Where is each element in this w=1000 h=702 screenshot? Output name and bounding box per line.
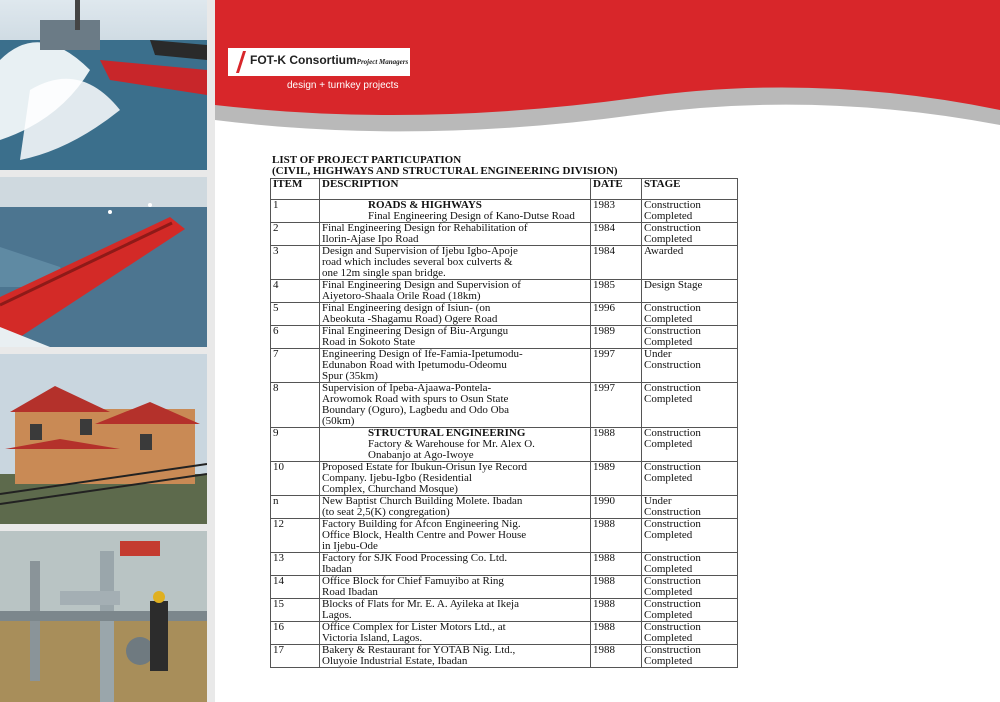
project-stage: Construction Completed bbox=[642, 326, 738, 349]
table-row bbox=[271, 462, 738, 496]
table-row bbox=[271, 349, 738, 383]
project-description bbox=[320, 576, 591, 599]
description-text: Final Engineering Design of Biu-Argungu Road in Sokoto State bbox=[322, 325, 509, 348]
document-title bbox=[272, 155, 618, 177]
project-date: 1997 bbox=[591, 349, 642, 383]
item-number: 15 bbox=[271, 599, 320, 622]
description-text: Proposed Estate for Ibukun-Orisun Iye Record Company. Ijebu-Igbo (Residential Complex, Churchand Mosque) bbox=[322, 461, 527, 495]
project-description bbox=[320, 519, 591, 553]
project-description bbox=[320, 496, 591, 519]
project-stage: Awarded bbox=[642, 246, 738, 280]
project-description bbox=[320, 326, 591, 349]
project-date: 1988 bbox=[591, 622, 642, 645]
title-line-1: LIST OF PROJECT PARTICUPATION bbox=[272, 154, 462, 166]
project-date: 1984 bbox=[591, 246, 642, 280]
description-text: Office Block for Chief Famuyibo at Ring Road Ibadan bbox=[322, 575, 504, 598]
project-date: 1983 bbox=[591, 200, 642, 223]
project-description bbox=[320, 349, 591, 383]
item-number: 3 bbox=[271, 246, 320, 280]
table-row bbox=[271, 645, 738, 668]
project-date: 1997 bbox=[591, 383, 642, 428]
project-stage: Construction Completed bbox=[642, 223, 738, 246]
table-row bbox=[271, 326, 738, 349]
table-row bbox=[271, 519, 738, 553]
logo-subtext: Project Managers bbox=[356, 58, 409, 66]
description-text: Design and Supervision of Ijebu Igbo-Apoje road which includes several box culverts & one 12m single span bridge. bbox=[322, 245, 518, 279]
item-number: n bbox=[271, 496, 320, 519]
project-description bbox=[320, 462, 591, 496]
description-text: Supervision of Ipeba-Ajaawa-Pontela- Arowomok Road with spurs to Osun State Boundary (Oguro), Lagbedu and Odo Oba (50km) bbox=[322, 382, 509, 427]
project-description bbox=[320, 622, 591, 645]
project-stage: Construction Completed bbox=[642, 553, 738, 576]
description-text: Factory for SJK Food Processing Co. Ltd. Ibadan bbox=[322, 552, 508, 575]
project-date: 1988 bbox=[591, 553, 642, 576]
project-date: 1989 bbox=[591, 326, 642, 349]
table-row bbox=[271, 200, 738, 223]
project-stage: Under Construction bbox=[642, 496, 738, 519]
column-header-item: ITEM bbox=[271, 179, 320, 200]
item-number: 9 bbox=[271, 428, 320, 462]
project-stage: Construction Completed bbox=[642, 622, 738, 645]
title-line-2: (CIVIL, HIGHWAYS AND STRUCTURAL ENGINEERING DIVISION) bbox=[272, 165, 618, 177]
project-description bbox=[320, 223, 591, 246]
description-text: Factory Building for Afcon Engineering Nig. Office Block, Health Centre and Power House in Ijebu-Ode bbox=[322, 518, 527, 552]
project-description bbox=[320, 645, 591, 668]
table-row bbox=[271, 246, 738, 280]
photo-ship-in-waves bbox=[0, 0, 207, 170]
project-date: 1988 bbox=[591, 599, 642, 622]
project-stage: Design Stage bbox=[642, 280, 738, 303]
column-header-stage: STAGE bbox=[642, 179, 738, 200]
project-stage: Construction Completed bbox=[642, 428, 738, 462]
project-stage: Construction Completed bbox=[642, 383, 738, 428]
company-logo bbox=[228, 48, 410, 76]
table-row bbox=[271, 428, 738, 462]
project-stage: Construction Completed bbox=[642, 303, 738, 326]
table-row bbox=[271, 496, 738, 519]
table-row bbox=[271, 383, 738, 428]
project-description bbox=[320, 280, 591, 303]
project-date: 1988 bbox=[591, 645, 642, 668]
item-number: 2 bbox=[271, 223, 320, 246]
item-number: 10 bbox=[271, 462, 320, 496]
table-row bbox=[271, 553, 738, 576]
project-date: 1985 bbox=[591, 280, 642, 303]
description-text: Final Engineering Design of Kano-Dutse Road bbox=[368, 210, 575, 222]
project-date: 1989 bbox=[591, 462, 642, 496]
project-stage: Construction Completed bbox=[642, 462, 738, 496]
column-header-date: DATE bbox=[591, 179, 642, 200]
item-number: 12 bbox=[271, 519, 320, 553]
project-date: 1988 bbox=[591, 519, 642, 553]
description-text: Blocks of Flats for Mr. E. A. Ayileka at Ikeja Lagos. bbox=[322, 598, 519, 621]
item-number: 17 bbox=[271, 645, 320, 668]
item-number: 7 bbox=[271, 349, 320, 383]
project-stage: Construction Completed bbox=[642, 576, 738, 599]
logo-slash-icon bbox=[236, 51, 246, 73]
description-text: Factory & Warehouse for Mr. Alex O. Onabanjo at Ago-Iwoye bbox=[368, 438, 535, 461]
project-stage: Construction Completed bbox=[642, 599, 738, 622]
item-number: 8 bbox=[271, 383, 320, 428]
project-stage: Construction Completed bbox=[642, 200, 738, 223]
project-date: 1988 bbox=[591, 576, 642, 599]
table-row bbox=[271, 622, 738, 645]
item-number: 13 bbox=[271, 553, 320, 576]
item-number: 16 bbox=[271, 622, 320, 645]
project-description bbox=[320, 383, 591, 428]
project-date: 1988 bbox=[591, 428, 642, 462]
project-date: 1996 bbox=[591, 303, 642, 326]
item-number: 14 bbox=[271, 576, 320, 599]
description-text: Final Engineering design of Isiun- (on Abeokuta -Shagamu Road) Ogere Road bbox=[322, 302, 498, 325]
table-row bbox=[271, 280, 738, 303]
project-description bbox=[320, 553, 591, 576]
section-heading: STRUCTURAL ENGINEERING bbox=[368, 427, 526, 439]
description-text: Office Complex for Lister Motors Ltd., at Victoria Island, Lagos. bbox=[322, 621, 506, 644]
column-header-description: DESCRIPTION bbox=[320, 179, 591, 200]
logo-text: FOT-K ConsortiumProject Managers bbox=[250, 53, 409, 67]
project-description bbox=[320, 246, 591, 280]
company-tagline: design + turnkey projects bbox=[287, 80, 399, 91]
project-description bbox=[320, 599, 591, 622]
item-number: 6 bbox=[271, 326, 320, 349]
description-text: Final Engineering Design and Supervision of Aiyetoro-Shaala Orile Road (18km) bbox=[322, 279, 521, 302]
description-text: New Baptist Church Building Molete. Ibadan (to seat 2,5(K) congregation) bbox=[322, 495, 523, 518]
section-heading: ROADS & HIGHWAYS bbox=[368, 199, 482, 211]
item-number: 5 bbox=[271, 303, 320, 326]
table-header-row bbox=[271, 179, 738, 200]
project-description bbox=[320, 428, 591, 462]
item-number: 4 bbox=[271, 280, 320, 303]
photo-industrial-pipework bbox=[0, 531, 207, 702]
table-row bbox=[271, 576, 738, 599]
table-row bbox=[271, 599, 738, 622]
project-date: 1984 bbox=[591, 223, 642, 246]
item-number: 1 bbox=[271, 200, 320, 223]
project-description bbox=[320, 200, 591, 223]
project-date: 1990 bbox=[591, 496, 642, 519]
project-stage: Construction Completed bbox=[642, 519, 738, 553]
table-row bbox=[271, 223, 738, 246]
project-stage: Construction Completed bbox=[642, 645, 738, 668]
photo-house-red-roof bbox=[0, 354, 207, 524]
description-text: Bakery & Restaurant for YOTAB Nig. Ltd., Oluyoie Industrial Estate, Ibadan bbox=[322, 644, 516, 667]
table-row bbox=[271, 303, 738, 326]
photo-red-floating-pipeline bbox=[0, 177, 207, 347]
project-description bbox=[320, 303, 591, 326]
description-text: Final Engineering Design for Rehabilitation of Ilorin-Ajase Ipo Road bbox=[322, 222, 528, 245]
project-stage: Under Construction bbox=[642, 349, 738, 383]
description-text: Engineering Design of Ife-Famia-Ipetumodu- Edunabon Road with Ipetumodu-Odeomu Spur (35km) bbox=[322, 348, 523, 382]
project-table bbox=[270, 178, 738, 668]
